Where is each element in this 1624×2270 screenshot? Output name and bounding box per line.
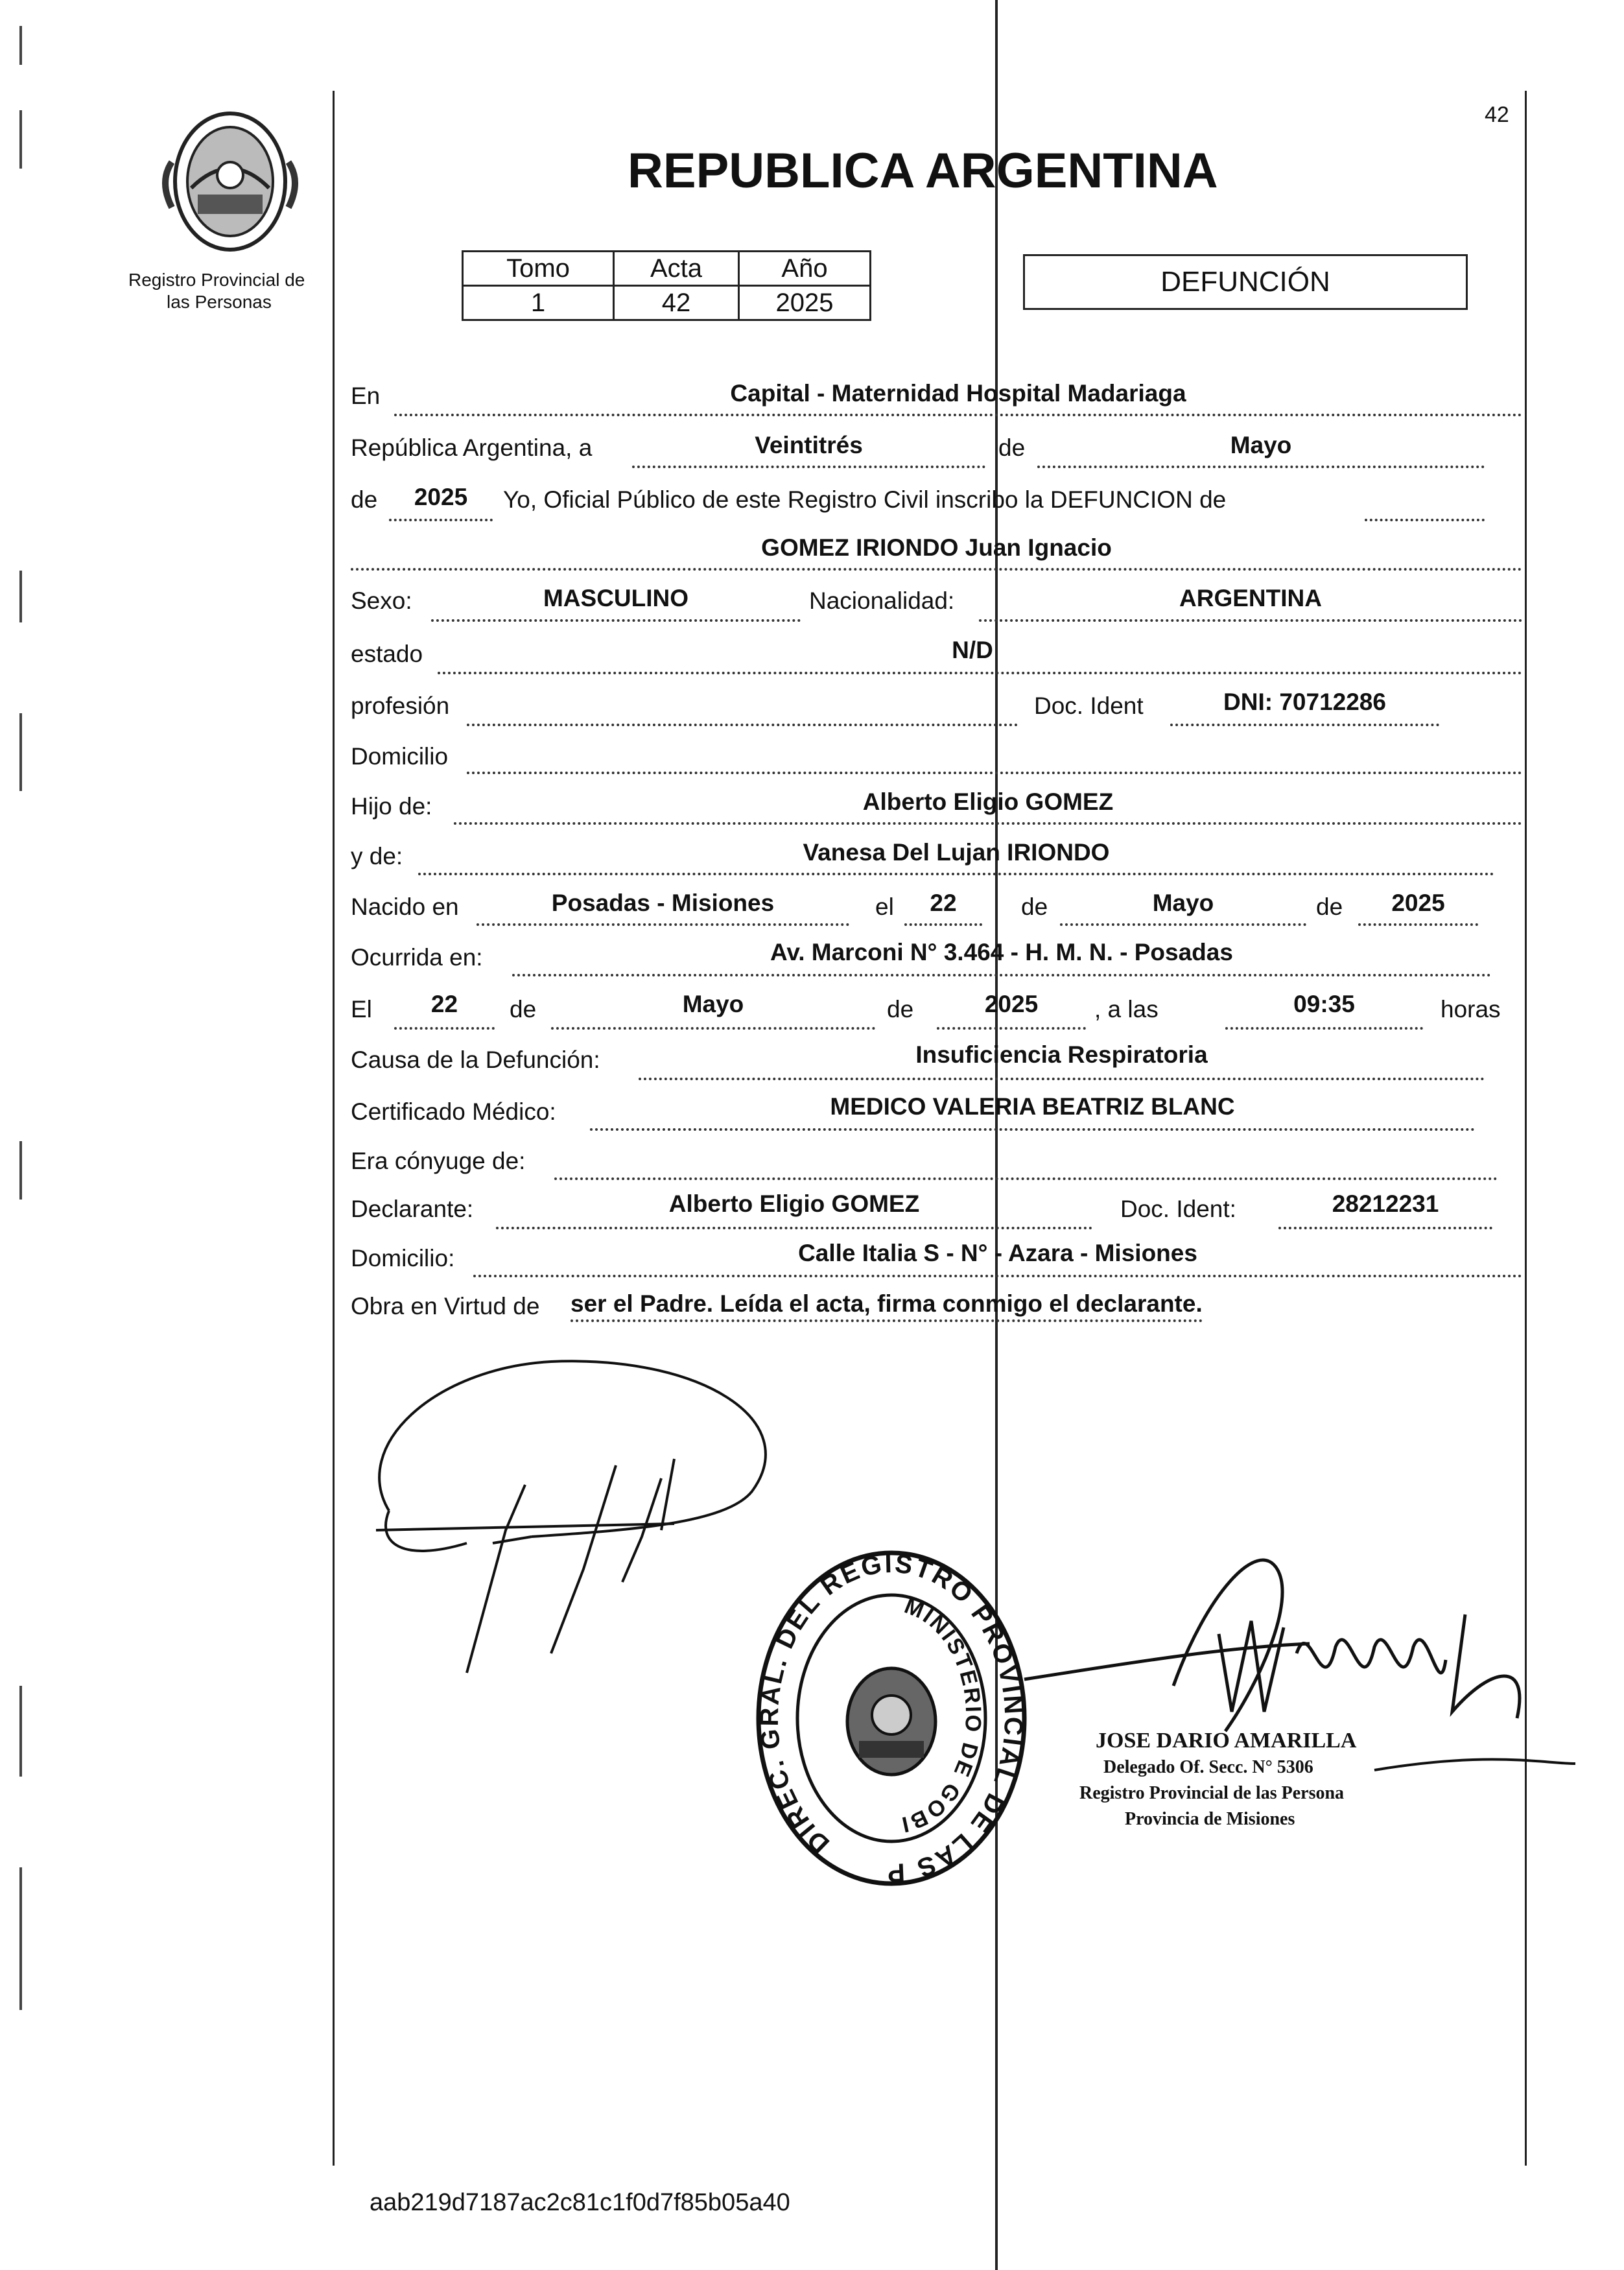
fill-line <box>389 519 493 521</box>
official-role: Delegado Of. Secc. N° 5306 <box>1103 1757 1313 1777</box>
record-type: DEFUNCIÓN <box>1160 266 1330 298</box>
province-logo <box>152 104 308 259</box>
fill-line <box>512 974 1491 976</box>
left-margin-line <box>333 91 335 2166</box>
year-value: 2025 <box>414 484 468 510</box>
fill-line <box>590 1128 1475 1131</box>
scan-edge-mark <box>19 110 22 169</box>
month-value: Mayo <box>1230 432 1292 458</box>
deceased-name: GOMEZ IRIONDO Juan Ignacio <box>761 534 1112 561</box>
label-horas: horas <box>1441 996 1501 1023</box>
label-certificado: Certificado Médico: <box>351 1098 556 1125</box>
label-profesion: profesión <box>351 692 450 719</box>
nac-mes-value: Mayo <box>1152 890 1214 916</box>
label-a-las: , a las <box>1094 996 1159 1023</box>
fill-line <box>1170 724 1439 726</box>
fill-line <box>394 414 1522 416</box>
day-word-value: Veintitrés <box>755 432 863 458</box>
fill-line <box>473 1275 1522 1277</box>
label-el: el <box>875 893 894 920</box>
causa-value: Insuficiencia Respiratoria <box>915 1041 1208 1068</box>
scan-edge-mark <box>19 1686 22 1777</box>
def-mes-value: Mayo <box>682 991 744 1017</box>
fill-line <box>639 1078 1485 1080</box>
registry-label-2: las Personas <box>167 292 272 312</box>
table-header-anio: Año <box>739 252 871 286</box>
declarante-value: Alberto Eligio GOMEZ <box>668 1190 920 1217</box>
table-value-acta: 42 <box>614 286 739 320</box>
official-name: JOSE DARIO AMARILLA <box>1096 1729 1357 1753</box>
label-estado: estado <box>351 641 423 667</box>
fill-line <box>351 568 1522 571</box>
fill-line <box>467 772 1522 774</box>
doc2-value: 28212231 <box>1332 1190 1439 1217</box>
nac-dia-value: 22 <box>930 890 957 916</box>
label-nacionalidad: Nacionalidad: <box>809 587 955 614</box>
label-de-nac: de <box>1021 893 1048 920</box>
estado-value: N/D <box>952 637 993 663</box>
fill-line <box>467 724 1018 726</box>
fill-line <box>1365 519 1485 521</box>
label-causa: Causa de la Defunción: <box>351 1046 600 1073</box>
label-domicilio: Domicilio <box>351 743 449 770</box>
label-en: En <box>351 383 381 409</box>
label-domicilio-2: Domicilio: <box>351 1245 455 1271</box>
fill-line <box>1037 466 1485 468</box>
nacionalidad-value: ARGENTINA <box>1179 585 1322 611</box>
tomo-acta-anio-table <box>462 250 871 321</box>
obra-value: ser el Padre. Leída el acta, firma conmigo el declarante. <box>571 1292 1203 1322</box>
document-hash: aab219d7187ac2c81c1f0d7f85b05a40 <box>370 2189 790 2216</box>
right-margin-line <box>1525 91 1527 2166</box>
scan-edge-mark <box>19 571 22 622</box>
registry-label-1: Registro Provincial de <box>128 270 305 290</box>
place-value: Capital - Maternidad Hospital Madariaga <box>730 380 1186 407</box>
label-doc-ident-2: Doc. Ident: <box>1120 1196 1236 1222</box>
fill-line <box>1225 1027 1423 1030</box>
certificado-value: MEDICO VALERIA BEATRIZ BLANC <box>830 1093 1235 1120</box>
scan-edge-mark <box>19 1867 22 2010</box>
table-value-tomo: 1 <box>463 286 614 320</box>
label-de: de <box>998 434 1026 461</box>
table-header-acta: Acta <box>614 252 739 286</box>
hora-value: 09:35 <box>1293 991 1355 1017</box>
scan-edge-mark <box>19 26 22 65</box>
table-value-anio: 2025 <box>739 286 871 320</box>
fill-line <box>632 466 985 468</box>
fill-line <box>496 1227 1092 1229</box>
label-declarante: Declarante: <box>351 1196 474 1222</box>
official-registry: Registro Provincial de las Persona <box>1079 1783 1345 1803</box>
fill-line <box>431 619 801 622</box>
fill-line <box>979 619 1522 622</box>
nacido-en-value: Posadas - Misiones <box>551 890 775 916</box>
label-doc-ident: Doc. Ident <box>1034 692 1144 719</box>
fill-line <box>454 822 1522 825</box>
stamp-outer-text: DIREC. GRAL. DEL REGISTRO PROVINCIAL DE LAS P <box>755 1549 1028 1887</box>
label-de-2: de <box>351 486 378 513</box>
fill-line <box>937 1027 1086 1030</box>
label-el-def: El <box>351 996 372 1023</box>
label-hijo-de: Hijo de: <box>351 793 432 820</box>
nac-anio-value: 2025 <box>1391 890 1445 916</box>
doc-value: DNI: 70712286 <box>1223 689 1386 715</box>
def-anio-value: 2025 <box>984 991 1039 1017</box>
label-de-def-2: de <box>887 996 914 1023</box>
stamp-inner-text: MINISTERIO DE GOBI <box>898 1593 986 1838</box>
page-number: 42 <box>1485 102 1509 127</box>
scan-edge-mark <box>19 1141 22 1200</box>
scan-edge-mark <box>19 713 22 791</box>
fill-line <box>554 1177 1498 1180</box>
label-y-de: y de: <box>351 843 403 869</box>
official-province: Provincia de Misiones <box>1125 1809 1295 1829</box>
padre-value: Alberto Eligio GOMEZ <box>862 788 1114 815</box>
fill-line <box>1060 923 1306 926</box>
ocurrida-value: Av. Marconi N° 3.464 - H. M. N. - Posadas <box>770 939 1233 965</box>
record-type-box <box>1023 254 1468 310</box>
fill-line <box>418 873 1494 875</box>
label-republica: República Argentina, a <box>351 434 593 461</box>
fill-line <box>394 1027 495 1030</box>
fill-line <box>904 923 982 926</box>
fill-line <box>477 923 849 926</box>
def-dia-value: 22 <box>430 991 458 1017</box>
fold-line <box>995 0 998 2270</box>
label-ocurrida-en: Ocurrida en: <box>351 944 483 971</box>
label-conyuge: Era cónyuge de: <box>351 1148 526 1174</box>
label-obra: Obra en Virtud de <box>351 1293 540 1319</box>
domicilio2-value: Calle Italia S - N° - Azara - Misiones <box>798 1240 1197 1266</box>
fill-line <box>438 672 1522 674</box>
label-sexo: Sexo: <box>351 587 412 614</box>
label-nacido-en: Nacido en <box>351 893 459 920</box>
label-de-nac-2: de <box>1316 893 1343 920</box>
table-header-tomo: Tomo <box>463 252 614 286</box>
fill-line <box>1278 1227 1492 1229</box>
fill-line <box>1358 923 1478 926</box>
page-title: REPUBLICA ARGENTINA <box>628 143 1218 198</box>
sexo-value: MASCULINO <box>543 585 689 611</box>
fill-line <box>551 1027 875 1030</box>
label-yo-oficial: Yo, Oficial Público de este Registro Civil inscribo la DEFUNCION de <box>503 486 1227 513</box>
label-de-def: de <box>510 996 537 1023</box>
madre-value: Vanesa Del Lujan IRIONDO <box>803 839 1110 866</box>
